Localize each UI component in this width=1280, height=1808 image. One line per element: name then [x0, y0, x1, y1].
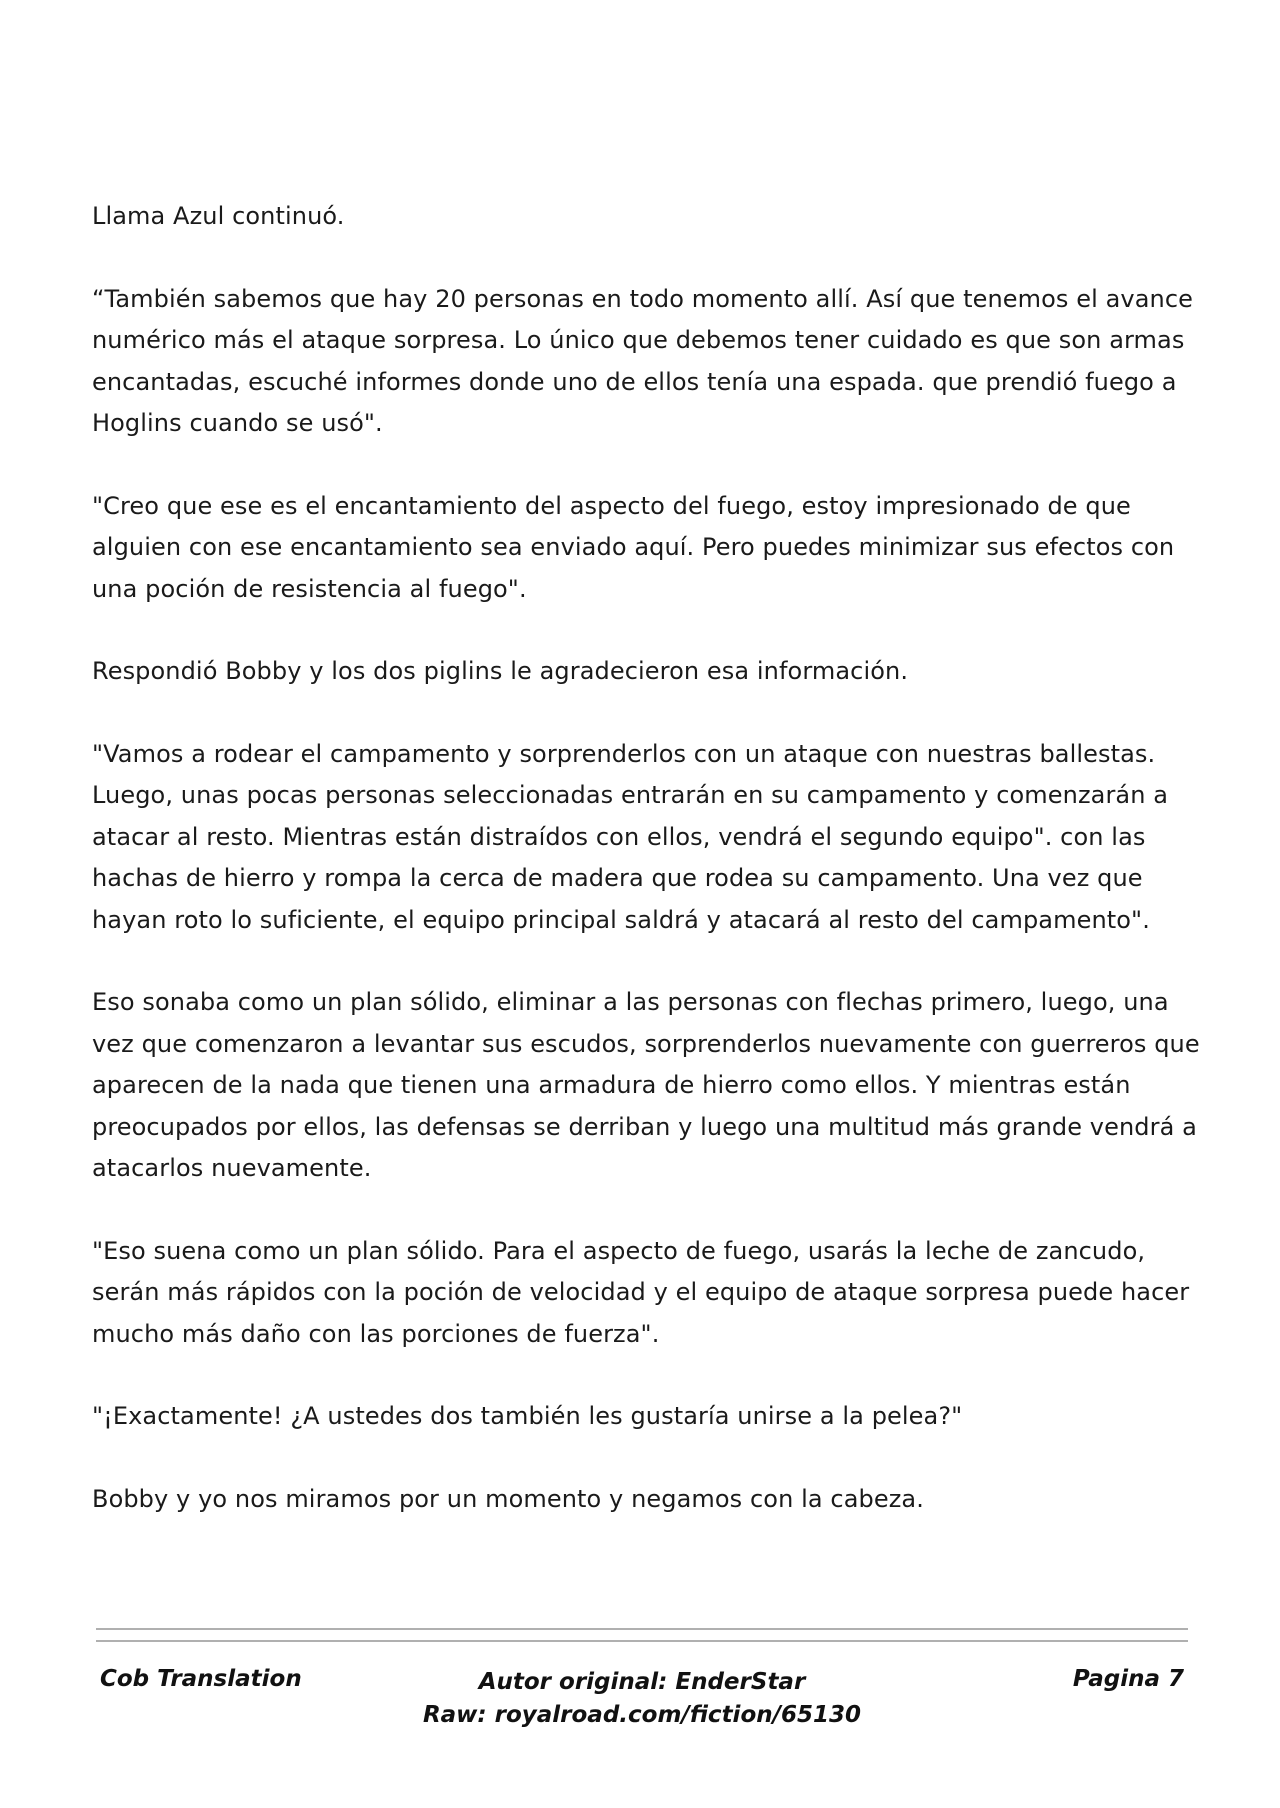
paragraph: Eso sonaba como un plan sólido, eliminar a las personas con flechas primero, luego, una vez que comenzaron a levantar sus escudos, sorprenderlos nuevamente con guerreros que aparecen de la nada que tienen una armadura de hierro como ellos. Y mientras están preocupados por ellos, las defensas se derriban y luego una multitud más grande vendrá a atacarlos nuevamente.: [92, 988, 1200, 1182]
footer-raw-source: Raw: royalroad.com/fiction/65130: [422, 1702, 862, 1728]
paragraph: Bobby y yo nos miramos por un momento y negamos con la cabeza.: [92, 1484, 924, 1513]
footer-page-number: Pagina 7: [1072, 1666, 1184, 1692]
paragraph: “También sabemos que hay 20 personas en todo momento allí. Así que tenemos el avance numérico más el ataque sorpresa. Lo único que debemos tener cuidado es que son armas encantadas, escuché informes donde uno de ellos tenía una espada. que prendió fuego a Hoglins cuando se usó".: [92, 284, 1193, 437]
footer-credits: [96, 1666, 1188, 1732]
paragraph: Llama Azul continuó.: [92, 202, 345, 230]
paragraph: "Eso suena como un plan sólido. Para el aspecto de fuego, usarás la leche de zancudo, serán más rápidos con la poción de velocidad y el equipo de ataque sorpresa puede hacer mucho más daño con las porciones de fuerza".: [92, 1236, 1190, 1348]
chapter-body: [92, 196, 1202, 1561]
paragraph: Respondió Bobby y los dos piglins le agradecieron esa información.: [92, 657, 909, 685]
footer-translator: Cob Translation: [100, 1666, 302, 1692]
footer-original-author: Autor original: EnderStar: [478, 1669, 806, 1695]
paragraph: "Vamos a rodear el campamento y sorprenderlos con un ataque con nuestras ballestas. Luego, unas pocas personas seleccionadas entrarán en su campamento y comenzarán a atacar al resto. Mientras están distraídos con ellos, vendrá el segundo equipo". con las hachas de hierro y rompa la cerca de madera que rodea su campamento. Una vez que hayan roto lo suficiente, el equipo principal saldrá y atacará al resto del campamento".: [92, 739, 1169, 934]
paragraph: "¡Exactamente! ¿A ustedes dos también les gustaría unirse a la pelea?": [92, 1402, 963, 1430]
paragraph: "Creo que ese es el encantamiento del aspecto del fuego, estoy impresionado de que alguien con ese encantamiento sea enviado aquí. Pero puedes minimizar sus efectos con una poción de resistencia al fuego".: [92, 491, 1175, 603]
page-footer: [96, 1666, 1188, 1736]
footer-divider-top: [96, 1628, 1188, 1630]
footer-divider-bottom: [96, 1640, 1188, 1642]
